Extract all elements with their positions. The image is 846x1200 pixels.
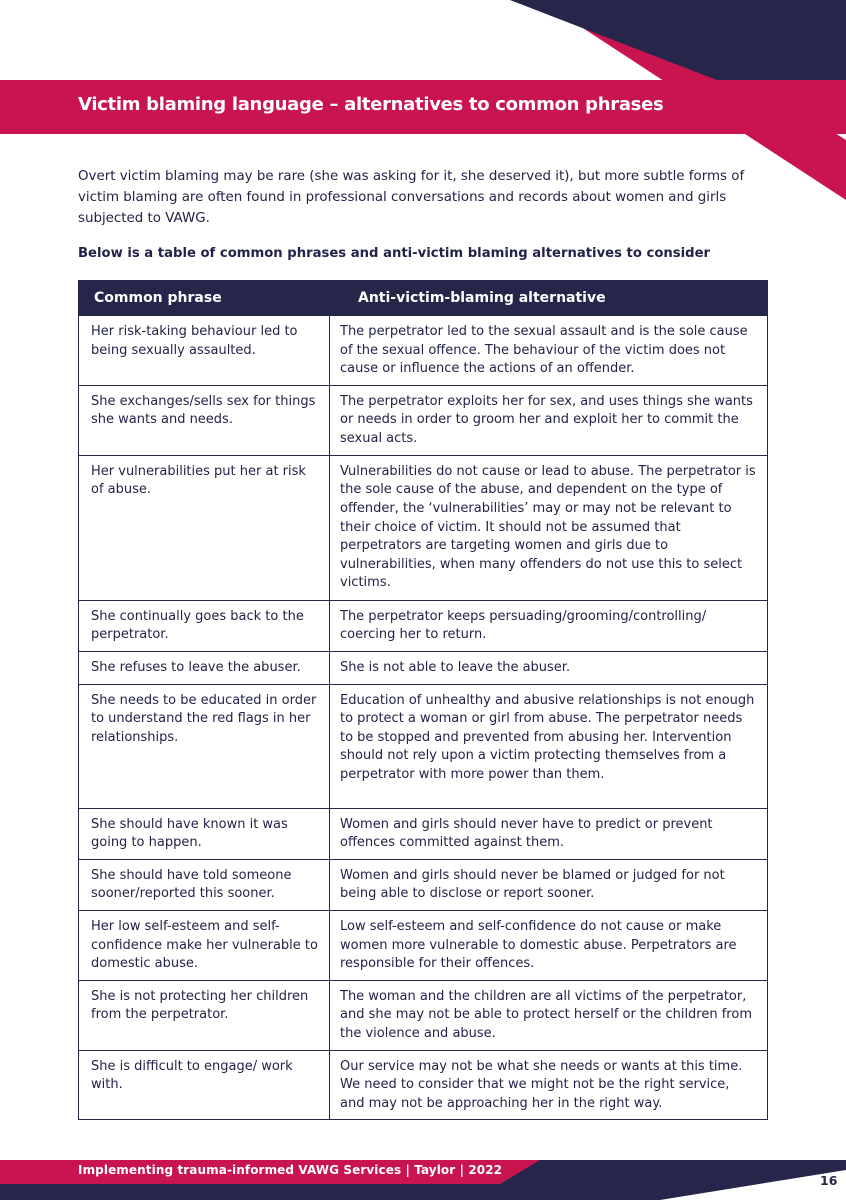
table-row (79, 684, 768, 808)
phrase-cell: Her risk-taking behaviour led to being sexually assaulted. (79, 316, 330, 386)
phrase-cell: Her low self-esteem and self-confidence make her vulnerable to domestic abuse. (79, 910, 330, 980)
phrase-cell: Her vulnerabilities put her at risk of abuse. (79, 455, 330, 600)
table-row (79, 316, 768, 386)
table-row (79, 980, 768, 1050)
intro-paragraph: Overt victim blaming may be rare (she was asking for it, she deserved it), but more subtle forms of victim blaming are often found in professional conversations and records about women and girls subjected to VAWG. (78, 169, 745, 226)
table-row (79, 385, 768, 455)
phrase-cell: She is difficult to engage/ work with. (79, 1050, 330, 1120)
alternative-cell: The perpetrator led to the sexual assault and is the sole cause of the sexual offence. The behaviour of the victim does not cause or influence the actions of an offender. (330, 316, 768, 386)
alternative-cell: The perpetrator keeps persuading/grooming/controlling/ coercing her to return. (330, 600, 768, 651)
table-row (79, 455, 768, 600)
alternative-cell: Women and girls should never be blamed or judged for not being able to disclose or report sooner. (330, 859, 768, 910)
table-row (79, 808, 768, 859)
page-number: 16 (820, 1173, 838, 1188)
alternative-cell: The woman and the children are all victims of the perpetrator, and she may not be able to protect herself or the children from the violence and abuse. (330, 980, 768, 1050)
table-row (79, 859, 768, 910)
phrase-cell: She should have told someone sooner/reported this sooner. (79, 859, 330, 910)
table-row (79, 651, 768, 684)
page-title: Victim blaming language – alternatives to common phrases (78, 94, 664, 115)
phrase-cell: She needs to be educated in order to understand the red flags in her relationships. (79, 684, 330, 808)
phrase-cell: She is not protecting her children from the perpetrator. (79, 980, 330, 1050)
table-intro-heading: Below is a table of common phrases and anti-victim blaming alternatives to consider (78, 246, 711, 261)
phrase-cell: She exchanges/sells sex for things she wants and needs. (79, 385, 330, 455)
alternative-cell: Women and girls should never have to predict or prevent offences committed against them. (330, 808, 768, 859)
table-row (79, 600, 768, 651)
alternative-cell: Our service may not be what she needs or wants at this time. We need to consider that we might not be the right service, and may not be approaching her in the right way. (330, 1050, 768, 1120)
table-header-row (79, 281, 768, 316)
header-common-phrase: Common phrase (79, 281, 330, 316)
header-alternative: Anti-victim-blaming alternative (330, 281, 768, 316)
phrase-cell: She should have known it was going to happen. (79, 808, 330, 859)
footer-text: Implementing trauma-informed VAWG Services | Taylor | 2022 (78, 1163, 503, 1177)
phrases-table (78, 280, 768, 1120)
phrase-cell: She refuses to leave the abuser. (79, 651, 330, 684)
table-row (79, 910, 768, 980)
alternative-cell: Education of unhealthy and abusive relationships is not enough to protect a woman or girl from abuse. The perpetrator needs to be stopped and prevented from abusing her. Intervention should not rely upon a victim protecting themselves from a perpetrator with more power than them. (330, 684, 768, 808)
table-row (79, 1050, 768, 1120)
alternative-cell: The perpetrator exploits her for sex, and uses things she wants or needs in order to groom her and exploit her to commit the sexual acts. (330, 385, 768, 455)
phrase-cell: She continually goes back to the perpetrator. (79, 600, 330, 651)
alternative-cell: She is not able to leave the abuser. (330, 651, 768, 684)
alternative-cell: Vulnerabilities do not cause or lead to abuse. The perpetrator is the sole cause of the abuse, and dependent on the type of offender, the ‘vulnerabilities’ may or may not be relevant to their choice of victim. It should not be assumed that perpetrators are targeting women and girls due to vulnerabilities, when many offenders do not use this to select victims. (330, 455, 768, 600)
alternative-cell: Low self-esteem and self-confidence do not cause or make women more vulnerable to domestic abuse. Perpetrators are responsible for their offences. (330, 910, 768, 980)
